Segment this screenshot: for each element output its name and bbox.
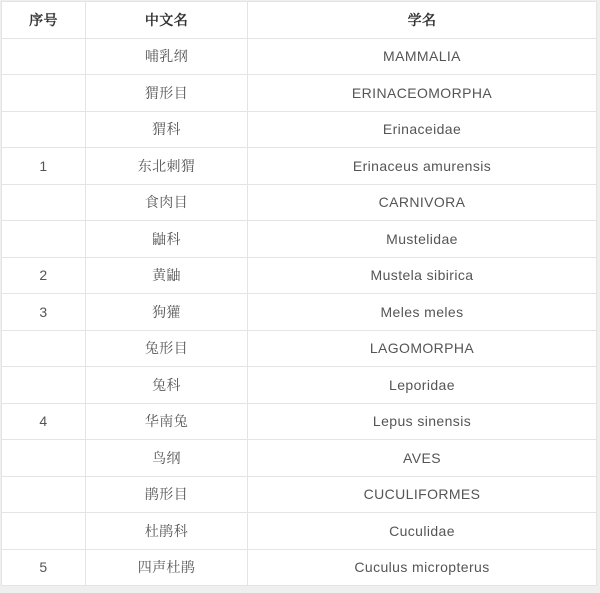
cell-index: 3: [2, 294, 86, 331]
table-row: [2, 513, 597, 550]
cell-index: [2, 38, 86, 75]
col-header-index: 序号: [2, 2, 86, 39]
cell-scientific-name: Mustelidae: [248, 221, 597, 258]
cell-chinese-name: 鸟纲: [86, 440, 248, 477]
cell-scientific-name: CUCULIFORMES: [248, 476, 597, 513]
cell-index: [2, 440, 86, 477]
cell-scientific-name: Mustela sibirica: [248, 257, 597, 294]
cell-index: 5: [2, 549, 86, 586]
col-header-chinese-name: 中文名: [86, 2, 248, 39]
cell-chinese-name: 四声杜鹃: [86, 549, 248, 586]
col-header-scientific-name: 学名: [248, 2, 597, 39]
cell-index: [2, 111, 86, 148]
cell-scientific-name: Cuculidae: [248, 513, 597, 550]
table-row: [2, 549, 597, 586]
table-row: [2, 294, 597, 331]
header-row: [2, 2, 597, 39]
cell-index: 1: [2, 148, 86, 185]
table-body: [2, 38, 597, 586]
cell-chinese-name: 猬科: [86, 111, 248, 148]
table-row: [2, 38, 597, 75]
cell-scientific-name: Meles meles: [248, 294, 597, 331]
cell-chinese-name: 哺乳纲: [86, 38, 248, 75]
cell-scientific-name: MAMMALIA: [248, 38, 597, 75]
cell-chinese-name: 猬形目: [86, 75, 248, 112]
cell-chinese-name: 兔形目: [86, 330, 248, 367]
table-row: [2, 257, 597, 294]
cell-scientific-name: LAGOMORPHA: [248, 330, 597, 367]
cell-chinese-name: 食肉目: [86, 184, 248, 221]
cell-chinese-name: 鹃形目: [86, 476, 248, 513]
cell-index: [2, 367, 86, 404]
cell-index: 4: [2, 403, 86, 440]
cell-scientific-name: Leporidae: [248, 367, 597, 404]
species-table: [1, 1, 597, 586]
cell-scientific-name: CARNIVORA: [248, 184, 597, 221]
table-row: [2, 75, 597, 112]
cell-scientific-name: Erinaceus amurensis: [248, 148, 597, 185]
table-row: [2, 330, 597, 367]
table-row: [2, 111, 597, 148]
cell-chinese-name: 东北刺猬: [86, 148, 248, 185]
cell-scientific-name: AVES: [248, 440, 597, 477]
table-row: [2, 367, 597, 404]
table-row: [2, 403, 597, 440]
page: [0, 1, 600, 593]
table-row: [2, 184, 597, 221]
cell-chinese-name: 狗獾: [86, 294, 248, 331]
cell-chinese-name: 杜鹃科: [86, 513, 248, 550]
cell-index: 2: [2, 257, 86, 294]
table-row: [2, 476, 597, 513]
cell-index: [2, 513, 86, 550]
cell-chinese-name: 华南兔: [86, 403, 248, 440]
cell-index: [2, 476, 86, 513]
table-row: [2, 221, 597, 258]
cell-scientific-name: ERINACEOMORPHA: [248, 75, 597, 112]
cell-index: [2, 221, 86, 258]
cell-chinese-name: 鼬科: [86, 221, 248, 258]
cell-index: [2, 75, 86, 112]
cell-scientific-name: Cuculus micropterus: [248, 549, 597, 586]
cell-chinese-name: 黄鼬: [86, 257, 248, 294]
cell-scientific-name: Lepus sinensis: [248, 403, 597, 440]
cell-index: [2, 330, 86, 367]
table-row: [2, 440, 597, 477]
cell-scientific-name: Erinaceidae: [248, 111, 597, 148]
cell-index: [2, 184, 86, 221]
cell-chinese-name: 兔科: [86, 367, 248, 404]
table-row: [2, 148, 597, 185]
